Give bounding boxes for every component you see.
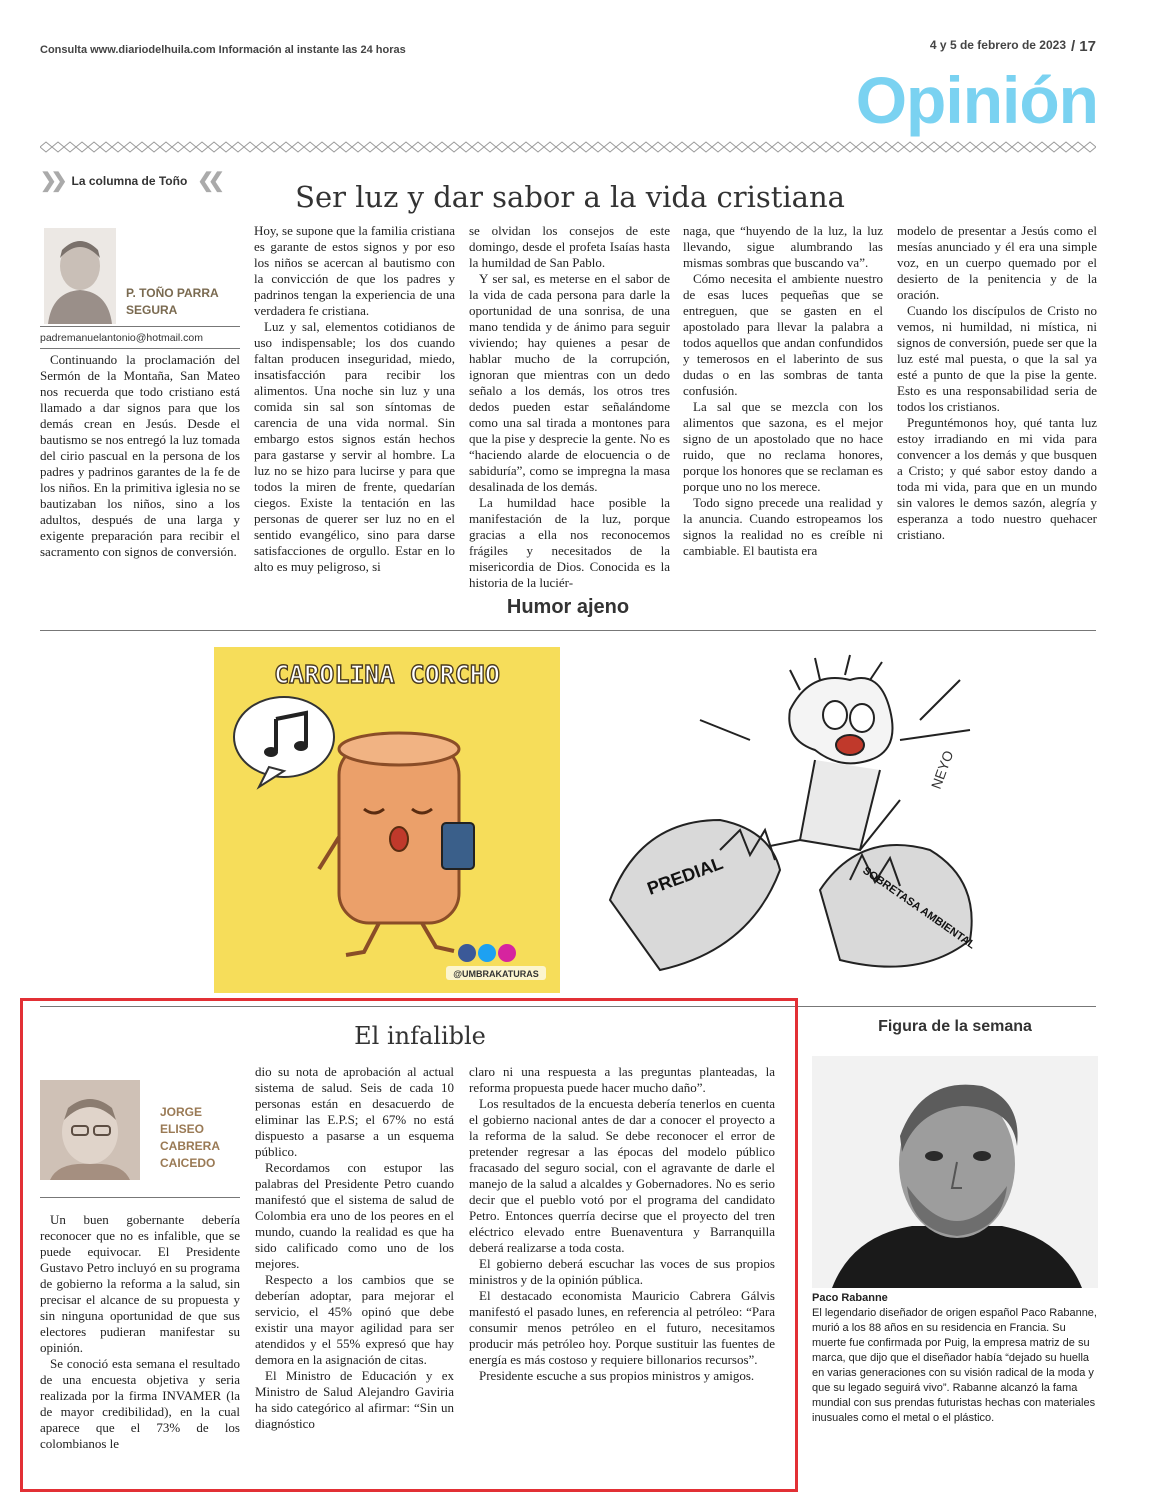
section-title: Opinión — [855, 63, 1098, 137]
article-headline: Ser luz y dar sabor a la vida cristiana — [295, 180, 845, 214]
ornament-divider — [40, 140, 1096, 154]
cartoon-label-predial: PREDIAL — [644, 852, 726, 899]
text-column — [40, 1212, 240, 1452]
author-rule-cabrera — [40, 1197, 240, 1198]
paragraph: Preguntémonos hoy, qué tanta luz estoy irradiando en mi vida para convencer a los demás y que busquen a Cristo; y qué sabor estoy dando a toda mi vida, para que en un mundo sin valores le demos sazón, alegría y esperanza a todo nuestro quehacer cristiano. — [897, 415, 1097, 542]
paragraph: se olvidan los consejos de este domingo, desde el profeta Isaías hasta la humildad de San Pablo. — [469, 223, 670, 270]
author-rule — [40, 326, 240, 327]
paragraph: Se conoció esta semana el resultado de una encuesta objetiva y seria realizada por la firma INVAMER (la de mayor credibilidad), en la cual aparece que el 73% de los colombianos le — [40, 1356, 240, 1451]
humor-rule-top — [40, 630, 1096, 631]
paragraph: Respecto a los cambios que se deberían adoptar, para mejorar el servicio, el 45% opinó que debe existir una mayor agilidad para ser atendidos y el 55% expresó que hay demora en la asignación de citas. — [255, 1272, 454, 1367]
text-column — [683, 223, 883, 559]
author-photo — [44, 228, 116, 324]
paragraph: El Ministro de Educación y ex Ministro de Salud Alejandro Gaviria ha sido categórico al afirmar: “Sin un diagnóstico — [255, 1368, 454, 1431]
paragraph: naga, que “huyendo de la luz, la luz llevando, sigue alumbrando las mismas sombras que buscando va”. — [683, 223, 883, 270]
cartoon-label-sobretasa: SOBRETASA AMBIENTAL — [860, 864, 978, 952]
paragraph: La humildad hace posible la manifestación de la luz, porque gracias a ella nos reconocemos frágiles y necesitados de la misericordia de Dios. Conocida es la historia de la luciér- — [469, 495, 670, 590]
author-email: padremanuelantonio@hotmail.com — [40, 332, 204, 344]
kicker-label: La columna de Toño — [71, 173, 188, 188]
text-column — [469, 223, 670, 591]
cartoon-signature: NEYO — [927, 748, 957, 792]
text-column — [897, 223, 1097, 543]
paragraph: Hoy, se supone que la familia cristiana es garante de estos signos y por eso los niños se acercan al bautismo con la convicción de que los padres y padrinos tengan la experiencia de una verdadera fe cristiana. — [254, 223, 455, 318]
facebook-icon — [458, 944, 476, 962]
page-number: / 17 — [1070, 38, 1096, 55]
paragraph: Cuando los discípulos de Cristo no vemos, ni humildad, ni mística, ni signos de conversión, puede ser que la luz esté mal puesta, o que la sal ya esté a punto de que la pise la gente. Esto es una responsabilidad seria de todos los cristianos. — [897, 303, 1097, 414]
cartoon-carolina-corcho — [214, 647, 560, 993]
paragraph: La sal que se mezcla con los alimentos que sazona, es el mejor signo de un apostolado que no hace ruido, que no reclama honores, porque los honores que se reclaman es porque uno no los merece. — [683, 399, 883, 494]
cartoon-title: CAROLINA CORCHO — [274, 660, 500, 689]
paragraph: Continuando la proclamación del Sermón de la Montaña, San Mateo nos recuerda que todo cristiano está llamado a dar signos para que los demás crean en Jesús. Desde el bautismo se nos entregó la luz tomada del cirio pascual en la persona de los padres y padrinos garantes de la fe de los niños. En la primitiva iglesia no se bautizaban los niños, sino a los adultos, después de una larga y exigente preparación para recibir el sacramento con signos de conversión. — [40, 352, 240, 559]
text-column — [469, 1064, 775, 1384]
paragraph: claro ni una respuesta a las preguntas planteadas, la reforma propuesta puede hacer mucho daño”. — [469, 1064, 775, 1095]
text-column — [255, 1064, 454, 1432]
issue-date: 4 y 5 de febrero de 2023 — [929, 38, 1066, 52]
figure-photo — [812, 1056, 1098, 1288]
paragraph: modelo de presentar a Jesús como el mesías anunciado y él era una simple voz, en un cuerpo quemado por el desierto de la penitencia y de la oración. — [897, 223, 1097, 302]
figure-name: Paco Rabanne — [812, 1292, 888, 1304]
author-photo-cabrera — [40, 1080, 140, 1180]
cartoon-handle: @UMBRAKATURAS — [453, 969, 539, 979]
paragraph: El destacado economista Mauricio Cabrera Gálvis manifestó el pasado lunes, en referencia al petróleo: “Para consumir menos petróleo en el futuro, necesitamos producir más petróleo hoy. Porque sustituir las fuentes de energía es más costoso y requiere billonarios recursos”. — [469, 1288, 775, 1367]
article-headline-infalible: El infalible — [354, 1022, 486, 1050]
paragraph: Un buen gobernante debería reconocer que no es infalible, que se puede equivocar. El Presidente Gustavo Petro incluyó en su programa de gobierno la reforma a la salud, sin precisar el alcance de su propuesta y sin ninguna oportunidad de que sus electores pudieran manifestar su opinión. — [40, 1212, 240, 1355]
text-column — [254, 223, 455, 575]
chevrons-right-icon: ❯❯ — [40, 170, 62, 192]
paragraph: Todo signo precede una realidad y la anuncia. Cuando estropeamos los signos la realidad no es creíble ni cambiable. El bautista era — [683, 495, 883, 558]
site-tagline: Consulta www.diariodelhuila.com Información al instante las 24 horas — [40, 44, 406, 56]
figure-section-title: Figura de la semana — [878, 1018, 1032, 1035]
paragraph: dio su nota de aprobación al actual sistema de salud. Seis de cada 10 personas están en desacuerdo de eliminar las E.P.S; el 67% no está dispuesto a pasarse a un esquema público. — [255, 1064, 454, 1159]
twitter-icon — [478, 944, 496, 962]
humor-section-title: Humor ajeno — [506, 596, 630, 618]
paragraph: Cómo necesita el ambiente nuestro de esas luces pequeñas que se entreguen, que se gasten en el apostolado para llevar la palabra a todos aquellos que andan confundidos y temerosos en el laberinto de sus dudas o en las sombras de tanta confusión. — [683, 271, 883, 398]
paragraph: Luz y sal, elementos cotidianos de uso indispensable; los dos cuando faltan producen inseguridad, miedo, insatisfacción para recibir los alimentos. Una noche sin luz y una comida sin sal son síntomas de carencia de una vida normal. Sin embargo estos signos están hechos para gastarse y servir al hombre. La luz no se hizo para lucirse y para que todos la miren de frente, quedarían ciegos. Existe la tentación en las personas de querer ser luz no en el sentido evangélico, sino para darse satisfacciones de orgullo. Estar en lo alto es muy peligroso, si — [254, 319, 455, 574]
email-rule — [40, 348, 240, 349]
figure-caption: El legendario diseñador de origen español Paco Rabanne, murió a los 88 años en su residencia en Francia. Su muerte fue confirmada por Puig, la empresa matriz de su marca, que dijo que el diseñador había “dejado su huella en varias generaciones con su visión radical de la moda y que su legado seguirá vivo”. Rabanne alcanzó la fama mundial con sus prendas futuristas hechas con materiales inusuales como el metal o el plástico. — [812, 1307, 1097, 1424]
cork-character — [319, 733, 474, 955]
text-column — [40, 352, 240, 560]
paragraph: Y ser sal, es meterse en el sabor de la vida de cada persona para darle la oportunidad de una sonrisa, de una mano tendida y de ánimo para seguir viviendo; hay quienes a pesar de hablar mucho de la corrupción, ignoran que mientras con un dedo señalo a los demás, los otros tres dedos pueden estar señalándome como una sal tirada a montones para que la pise y desprecie la gente. No es “haciendo alarde de elocuencia o de sabiduría”, como se impregna la masa desalinada de los demás. — [469, 271, 670, 494]
author-name: P. TOÑO PARRA SEGURA — [126, 286, 219, 317]
author-name-cabrera: JORGE ELISEO CABRERA CAICEDO — [160, 1105, 220, 1170]
paragraph: Recordamos con estupor las palabras del Presidente Petro cuando manifestó que el sistema de salud de Colombia era uno de los peores en el mundo, cuando la realidad es que ha sido calificado como uno de los mejores. — [255, 1160, 454, 1271]
paragraph: Presidente escuche a sus propios ministros y amigos. — [479, 1368, 755, 1383]
column-kicker — [40, 168, 219, 193]
chevrons-left-icon: ❮❮ — [197, 170, 219, 192]
cartoon-predial — [600, 650, 996, 980]
instagram-icon — [498, 944, 516, 962]
paragraph: Los resultados de la encuesta debería tenerlos en cuenta el gobierno nacional antes de dar a conocer el proyecto a la reforma de la salud. Se debe reconocer el error de pretender regresar a las épocas del modelo público fracasado del seguro social, con el agravante de darle el manejo de la salud a alcaldes y Gobernadores. No es serio decir que el pueblo votó por el programa del candidato Petro. Entonces querría decirse que el proyecto del tren eléctrico elevado entre Buenaventura y Barranquilla deberá realizarse a toda costa. — [469, 1096, 775, 1255]
music-note-icon — [234, 697, 334, 787]
paragraph: El gobierno deberá escuchar las voces de sus propios ministros y de la opinión pública. — [469, 1256, 775, 1287]
